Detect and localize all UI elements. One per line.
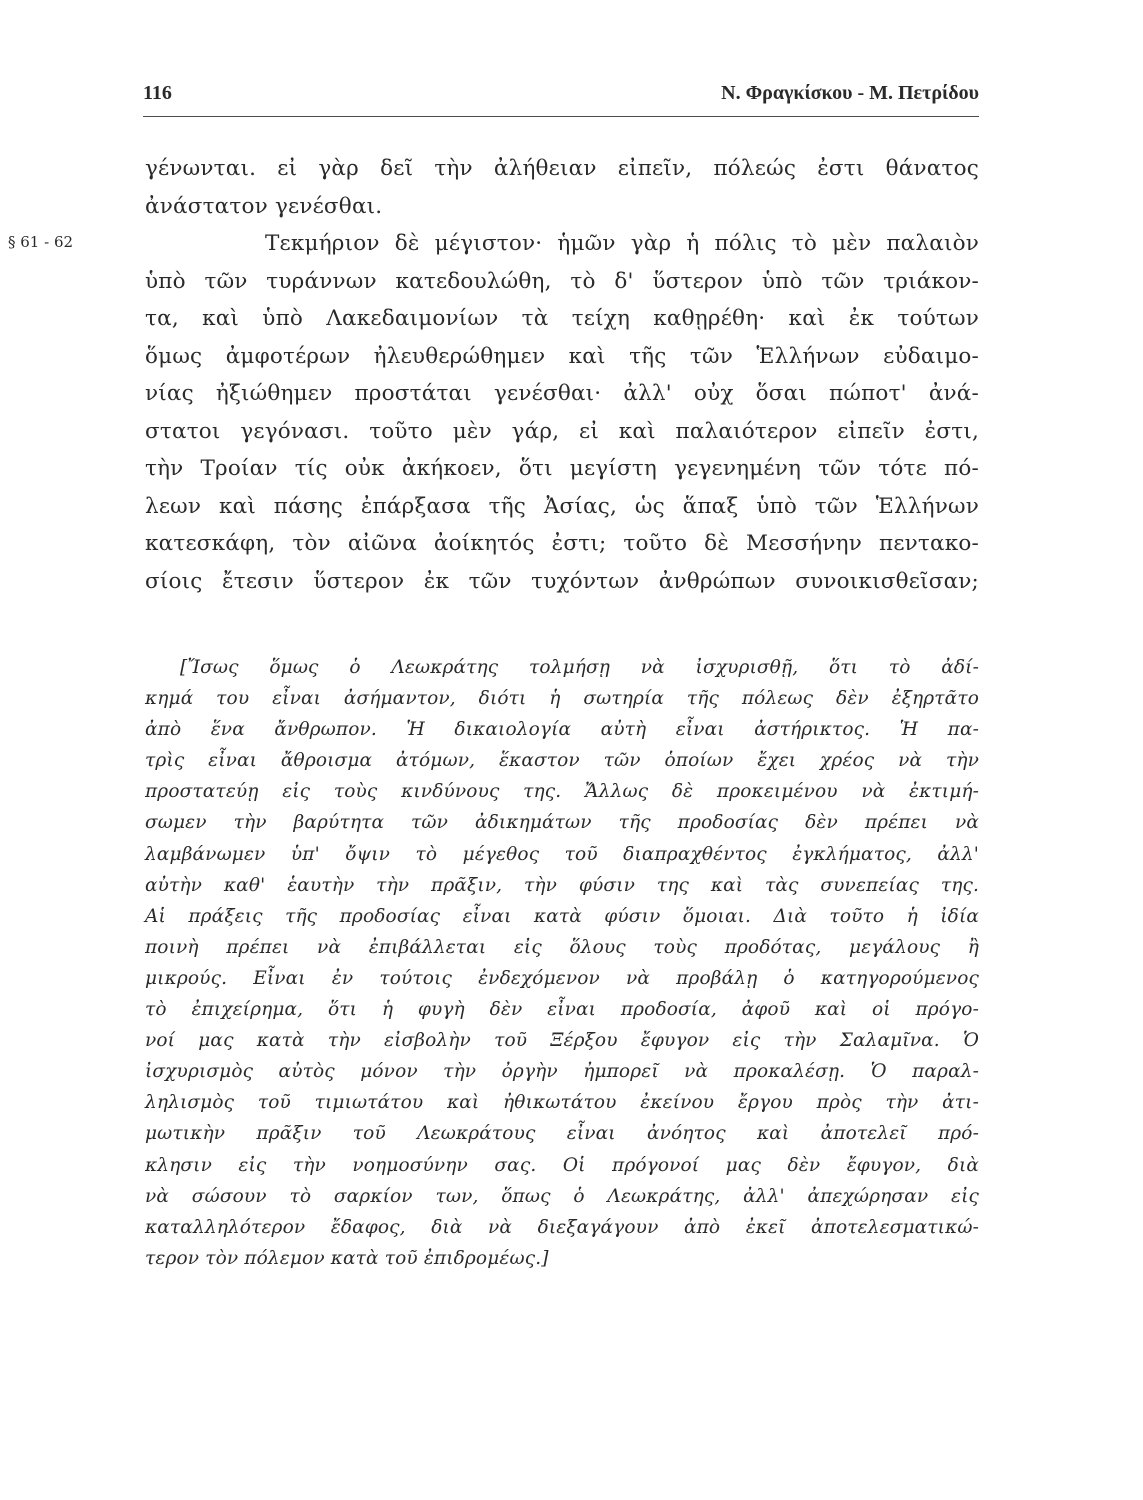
- commentary-block: [145, 652, 979, 1274]
- text-line: κατεσκάφη, τὸν αἰῶνα ἀοίκητός ἐστι; τοῦτο δὲ Μεσσήνην πεντακο-: [145, 531, 979, 556]
- commentary-line: τρὶς εἶναι ἄθροισμα ἀτόμων, ἕκαστον τῶν ὁποίων ἔχει χρέος νὰ τὴν: [145, 750, 979, 772]
- commentary-line: καταλληλότερον ἔδαφος, διὰ νὰ διεξαγάγουν ἀπὸ ἐκεῖ ἀποτελεσματικώ-: [145, 1216, 979, 1238]
- commentary-line: μικρούς. Εἶναι ἐν τούτοις ἐνδεχόμενον νὰ προβάλῃ ὁ κατηγορούμενος: [145, 967, 979, 989]
- commentary-line: νοί μας κατὰ τὴν εἰσβολὴν τοῦ Ξέρξου ἔφυγον εἰς τὴν Σαλαμῖνα. Ὁ: [145, 1030, 979, 1052]
- commentary-line: νὰ σώσουν τὸ σαρκίον των, ὅπως ὁ Λεωκράτης, ἀλλ' ἀπεχώρησαν εἰς: [145, 1185, 979, 1207]
- commentary-line: προστατεύῃ εἰς τοὺς κινδύνους της. Ἄλλως δὲ προκειμένου νὰ ἐκτιμή-: [145, 781, 979, 803]
- running-head: Ν. Φραγκίσκου - Μ. Πετρίδου: [721, 82, 979, 104]
- text-line: Τεκμήριον δὲ μέγιστον· ἡμῶν γὰρ ἡ πόλις τὸ μὲν παλαιὸν: [265, 231, 979, 256]
- text-line: τα, καὶ ὑπὸ Λακεδαιμονίων τὰ τείχη καθῃρέθη· καὶ ἐκ τούτων: [145, 306, 979, 331]
- text-line: ἀνάστατον γενέσθαι.: [145, 193, 383, 219]
- commentary-line: αὐτὴν καθ' ἑαυτὴν τὴν πρᾶξιν, τὴν φύσιν της καὶ τὰς συνεπείας της.: [145, 874, 979, 896]
- commentary-line: τὸ ἐπιχείρημα, ὅτι ἡ φυγὴ δὲν εἶναι προδοσία, ἀφοῦ καὶ οἱ πρόγο-: [145, 999, 979, 1021]
- text-line: λεων καὶ πάσης ἐπάρξασα τῆς Ἀσίας, ὡς ἅπαξ ὑπὸ τῶν Ἑλλήνων: [145, 493, 979, 519]
- commentary-line: ποινὴ πρέπει νὰ ἐπιβάλλεται εἰς ὅλους τοὺς προδότας, μεγάλους ἢ: [145, 936, 979, 958]
- text-line: γένωνται. εἰ γὰρ δεῖ τὴν ἀλήθειαν εἰπεῖν, πόλεώς ἐστι θάνατος: [145, 156, 979, 181]
- text-line: ὑπὸ τῶν τυράννων κατεδουλώθη, τὸ δ' ὕστερον ὑπὸ τῶν τριάκον-: [145, 268, 979, 294]
- commentary-line: [Ἴσως ὅμως ὁ Λεωκράτης τολμήσῃ νὰ ἰσχυρισθῇ, ὅτι τὸ ἀδί-: [180, 657, 979, 678]
- text-line: σίοις ἔτεσιν ὕστερον ἐκ τῶν τυχόντων ἀνθρώπων συνοικισθεῖσαν;: [145, 568, 979, 594]
- commentary-line: κλησιν εἰς τὴν νοημοσύνην σας. Οἱ πρόγονοί μας δὲν ἔφυγον, διὰ: [145, 1154, 979, 1176]
- section-marker: § 61 - 62: [8, 233, 74, 251]
- commentary-line: μωτικὴν πρᾶξιν τοῦ Λεωκράτους εἶναι ἀνόητος καὶ ἀποτελεῖ πρό-: [145, 1123, 979, 1145]
- text-line: στατοι γεγόνασι. τοῦτο μὲν γάρ, εἰ καὶ παλαιότερον εἰπεῖν ἐστι,: [145, 418, 979, 444]
- commentary-line: τερον τὸν πόλεμον κατὰ τοῦ ἐπιδρομέως.]: [145, 1247, 549, 1269]
- text-line: τὴν Τροίαν τίς οὐκ ἀκήκοεν, ὅτι μεγίστη γεγενημένη τῶν τότε πό-: [145, 456, 979, 481]
- commentary-line: σωμεν τὴν βαρύτητα τῶν ἀδικημάτων τῆς προδοσίας δὲν πρέπει νὰ: [145, 812, 979, 834]
- commentary-line: κημά του εἶναι ἀσήμαντον, διότι ἡ σωτηρία τῆς πόλεως δὲν ἐξηρτᾶτο: [145, 688, 979, 710]
- commentary-line: ἰσχυρισμὸς αὐτὸς μόνον τὴν ὀργὴν ἠμπορεῖ νὰ προκαλέσῃ. Ὁ παραλ-: [145, 1061, 979, 1083]
- commentary-line: ληλισμὸς τοῦ τιμιωτάτου καὶ ἠθικωτάτου ἐκείνου ἔργου πρὸς τὴν ἀτι-: [145, 1092, 979, 1114]
- text-line: νίας ἠξιώθημεν προστάται γενέσθαι· ἀλλ' οὐχ ὅσαι πώποτ' ἀνά-: [145, 381, 979, 406]
- main-text: [145, 150, 979, 600]
- text-line: ὅμως ἀμφοτέρων ἠλευθερώθημεν καὶ τῆς τῶν Ἑλλήνων εὐδαιμο-: [145, 343, 979, 369]
- commentary-line: λαμβάνωμεν ὑπ' ὄψιν τὸ μέγεθος τοῦ διαπραχθέντος ἐγκλήματος, ἀλλ': [145, 843, 979, 865]
- commentary-line: ἀπὸ ἕνα ἄνθρωπον. Ἡ δικαιολογία αὐτὴ εἶναι ἀστήρικτος. Ἡ πα-: [145, 719, 979, 741]
- page-number: 116: [143, 82, 172, 104]
- commentary-line: Αἱ πράξεις τῆς προδοσίας εἶναι κατὰ φύσιν ὅμοιαι. Διὰ τοῦτο ἡ ἰδία: [145, 905, 979, 927]
- page-header: [143, 80, 979, 117]
